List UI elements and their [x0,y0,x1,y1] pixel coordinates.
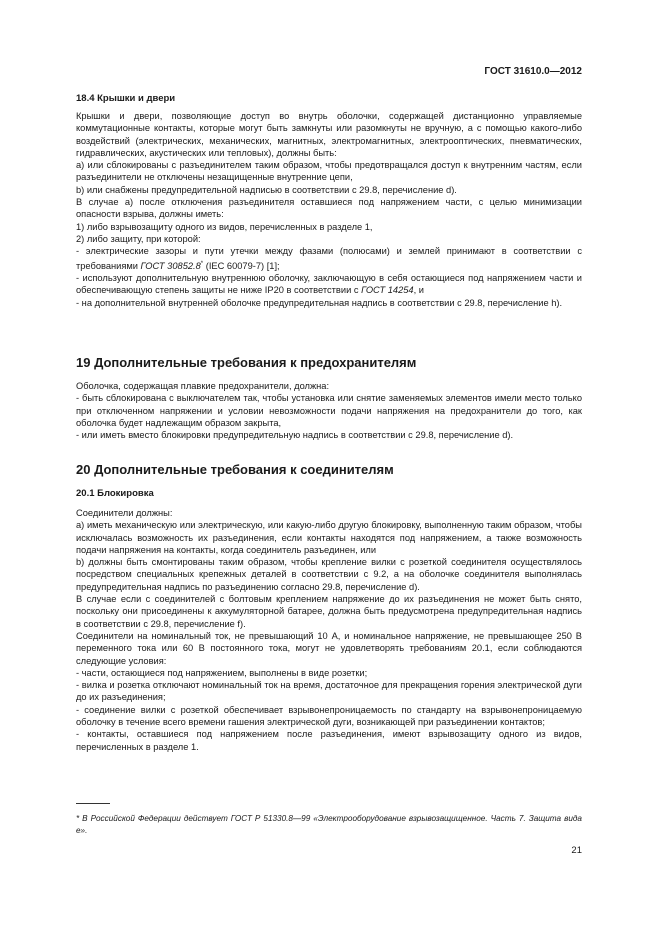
paragraph: 2) либо защиту, при которой: [76,233,201,244]
standard-reference: ГОСТ 14254 [361,285,414,296]
text: (IEC 60079-7) [1]; [203,260,280,271]
section-title: 19 Дополнительные требования к предохранителям [76,355,417,370]
paragraph: - контакты, оставшиеся под напряжением после разъединения, имеют взрывозащиту одного из видов, перечисленных в разделе 1. [76,729,582,752]
subsection-title: 18.4 Крышки и двери [76,93,176,104]
paragraph: Соединители на номинальный ток, не превышающий 10 А, и номинальное напряжение, не превышающее 250 В переменного тока или 60 В постоянного тока, могут не удовлетворять требованиям 20.1, если соблюдаются следующие условия: [76,630,582,666]
paragraph: - вилка и розетка отключают номинальный ток на время, достаточное для прекращения горения электрической дуги до их разъединения; [76,680,582,703]
footnote-marker: * [200,260,204,267]
paragraph: В случае а) после отключения разъединителя оставшиеся под напряжением части, с целью минимизации опасности взрыва, должны иметь: [76,197,582,220]
footnote-divider [76,803,110,804]
paragraph: - части, остающиеся под напряжением, выполнены в виде розетки; [76,667,368,678]
paragraph: - быть сблокирована с выключателем так, чтобы установка или снятие заменяемых элементов имели место только при отключенном напряжении и условии невозможности подачи напряжения на предохранители до того, как оболочка будет надлежащим образом закрыта, [76,393,582,428]
paragraph: Крышки и двери, позволяющие доступ во внутрь оболочки, содержащей дистанционно управляемые коммутационные контакты, которые могут быть замкнуты или разомкнуты не вручную, а с помощью какого-либо воздействий (электрических, механических, магнитных, электромагнитных, электрооптических, пневматических, гидравлических, акустических или тепловых), должны быть: [76,111,582,158]
paragraph: а) иметь механическую или электрическую, или какую-либо другую блокировку, выполненную таким образом, чтобы исключалась возможность их разъединения, если контакты находятся под напряжением, а также возможность подачи напряжения на контакты, когда соединитель разъединен, или [76,520,582,555]
section-18-4 [76,93,582,105]
text: - используют дополнительную внутреннюю оболочку, заключающую в себя остающиеся под напряжением части и обеспечивающую степень защиты не ниже IP20 в соответствии с [76,272,582,296]
section-20-1 [76,488,582,500]
text: - электрические зазоры и пути утечки между фазами (полюсами) и землей принимают в соответствии с требованиями [76,246,582,271]
paragraph: - или иметь вместо блокировки предупредительную надпись в соответствии с 29.8, перечисление d). [76,430,514,441]
paragraph: В случае если с соединителей с болтовым креплением напряжение до их разъединения не может быть снято, поскольку они присоединены к аккумуляторной батарее, должна быть предусмотрена предупредительная надпись в соответствии с 29.8, перечисление f). [76,594,582,629]
text: , и [413,285,424,296]
page-number: 21 [571,845,582,856]
paragraph [76,272,582,297]
section-19-body [76,380,582,441]
paragraph: - на дополнительной внутренней оболочке предупредительная надпись в соответствии с 29.8, перечисление h). [76,297,563,308]
section-20 [76,462,582,478]
paragraph: b) или снабжены предупредительной надписью в соответствии с 29.8, перечисление d). [76,184,457,195]
section-20-body [76,507,582,753]
subsection-title: 20.1 Блокировка [76,488,154,499]
paragraph: а) или сблокированы с разъединителем таким образом, чтобы предотвращался доступ к внутренним частям, если разъединители не отключены незащищенные внутренние цепи, [76,160,582,183]
section-19 [76,355,582,371]
paragraph: Соединители должны: [76,508,173,518]
footnote: * В Российской Федерации действует ГОСТ Р 51330.8—99 «Электрооборудование взрывозащищенное. Часть 7. Защита вида е». [76,814,582,835]
section-18-4-body [76,110,582,309]
document-header: ГОСТ 31610.0—2012 [484,66,582,77]
paragraph: 1) либо взрывозащиту одного из видов, перечисленных в разделе 1, [76,221,373,232]
section-title: 20 Дополнительные требования к соединителям [76,462,394,477]
paragraph: - соединение вилки с розеткой обеспечивает взрывонепроницаемость по стандарту на взрывонепроницаемую оболочку в течение всего времени гашения электрической дуги, возникающей при разъединении контактов; [76,704,582,728]
standard-reference: ГОСТ 30852.8 [140,260,201,271]
paragraph: Оболочка, содержащая плавкие предохранители, должна: [76,381,330,391]
paragraph [76,245,582,272]
paragraph: b) должны быть смонтированы таким образом, чтобы крепление вилки с розеткой соединителя осуществлялось посредством специальных крепежных деталей в соответствии с 9.2, а на оболочке соединителя выполнялась предупредительная надпись по разъединению согласно 29.8, перечисление d). [76,557,582,592]
